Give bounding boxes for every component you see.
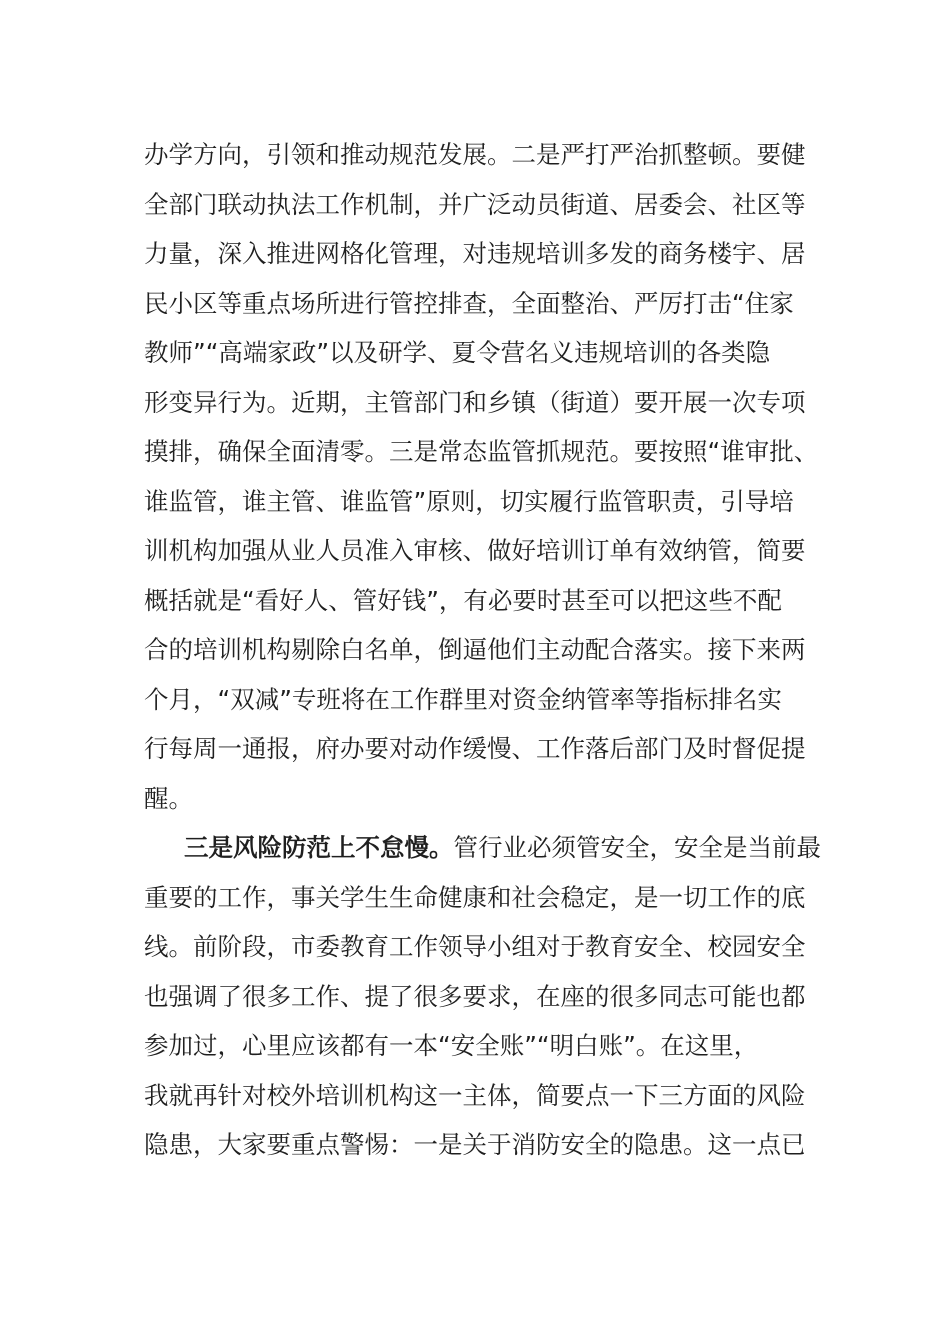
text-line: 教师”“高端家政”以及研学、夏令营名义违规培训的各类隐 <box>144 338 771 367</box>
text-line: 行每周一通报，府办要对动作缓慢、工作落后部门及时督促提 <box>144 734 806 763</box>
text-line: 个月，“双减”专班将在工作群里对资金纳管率等指标排名实 <box>144 684 782 714</box>
text-line: 民小区等重点场所进行管控排查，全面整治、严厉打击“住家 <box>144 288 794 318</box>
text-line: 隐患，大家要重点警惕：一是关于消防安全的隐患。这一点已 <box>144 1130 806 1159</box>
paragraph-1 <box>144 130 824 823</box>
text-line: 参加过，心里应该都有一本“安全账”“明白账”。在这里， <box>144 1031 759 1060</box>
text-line: 我就再针对校外培训机构这一主体，简要点一下三方面的风险 <box>144 1080 806 1110</box>
text-line-first <box>144 823 824 873</box>
document-body <box>144 130 824 1170</box>
paragraph-heading: 三是风险防范上不怠慢。 <box>184 833 454 862</box>
paragraph-2 <box>144 823 824 1170</box>
text-line: 概括就是“看好人、管好钱”，有必要时甚至可以把这些不配 <box>144 585 782 615</box>
text-line: 形变异行为。近期，主管部门和乡镇（街道）要开展一次专项 <box>144 387 806 417</box>
text-line: 办学方向，引领和推动规范发展。二是严打严治抓整顿。要健 <box>144 140 806 169</box>
heading-rest: 管行业必须管安全，安全是当前最 <box>453 833 821 862</box>
text-line: 醒。 <box>144 783 193 813</box>
text-line: 重要的工作，事关学生生命健康和社会稳定，是一切工作的底 <box>144 882 806 912</box>
text-line: 摸排，确保全面清零。三是常态监管抓规范。要按照“谁审批、 <box>144 437 819 466</box>
text-line: 力量，深入推进网格化管理，对违规培训多发的商务楼宇、居 <box>144 239 806 268</box>
text-line: 训机构加强从业人员准入审核、做好培训订单有效纳管，简要 <box>144 536 806 565</box>
text-line: 谁监管，谁主管、谁监管”原则，切实履行监管职责，引导培 <box>144 486 794 516</box>
text-line: 全部门联动执法工作机制，并广泛动员街道、居委会、社区等 <box>144 189 806 219</box>
text-line: 线。前阶段，市委教育工作领导小组对于教育安全、校园安全 <box>144 932 806 961</box>
text-line: 也强调了很多工作、提了很多要求，在座的很多同志可能也都 <box>144 981 806 1011</box>
text-line: 合的培训机构剔除白名单，倒逼他们主动配合落实。接下来两 <box>144 635 806 664</box>
